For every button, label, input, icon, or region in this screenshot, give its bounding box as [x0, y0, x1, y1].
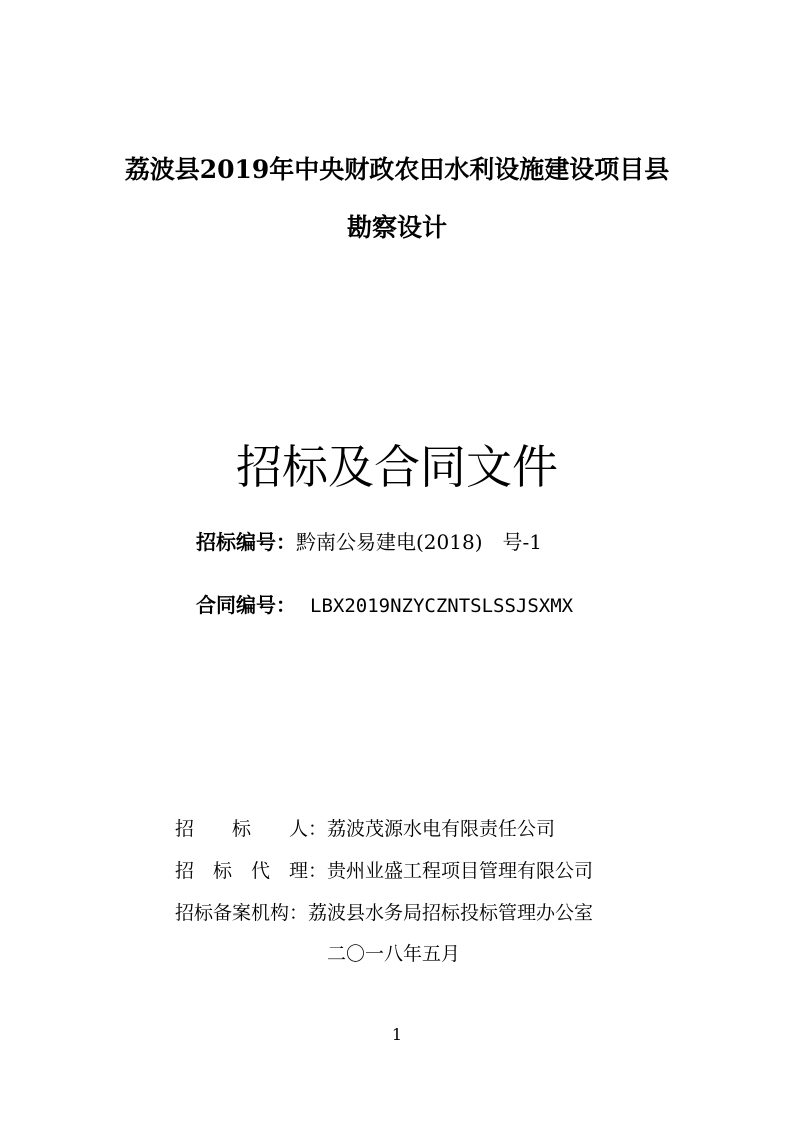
party-row-agent: [175, 857, 593, 885]
party-row-tenderer: [175, 815, 555, 843]
bid-number-label: 招标编号：: [196, 530, 296, 554]
page-number: 1: [391, 1025, 403, 1044]
title-line-2: 勘察设计: [346, 213, 447, 242]
contract-number-value: LBX2019NZYCZNTSLSSJSXMX: [310, 595, 574, 617]
bid-number-row: [196, 527, 542, 557]
party-label: 招 标 代 理：: [175, 860, 328, 882]
party-label: 招标备案机构：: [175, 902, 309, 924]
bid-number-value: 黔南公易建电(2018) 号-1: [296, 530, 542, 554]
party-label: 招 标 人：: [175, 818, 328, 840]
document-date: 二〇一八年五月: [327, 943, 461, 965]
document-type-heading: 招标及合同文件: [236, 440, 558, 494]
contract-number-row: [196, 590, 573, 621]
contract-number-label: 合同编号：: [196, 593, 296, 617]
party-row-filing-agency: [175, 899, 593, 927]
party-value: 荔波茂源水电有限责任公司: [327, 818, 556, 840]
party-value: 贵州业盛工程项目管理有限公司: [327, 860, 594, 882]
party-value: 荔波县水务局招标投标管理办公室: [308, 902, 594, 924]
title-line-1: 荔波县2019年中央财政农田水利设施建设项目县: [124, 155, 670, 184]
